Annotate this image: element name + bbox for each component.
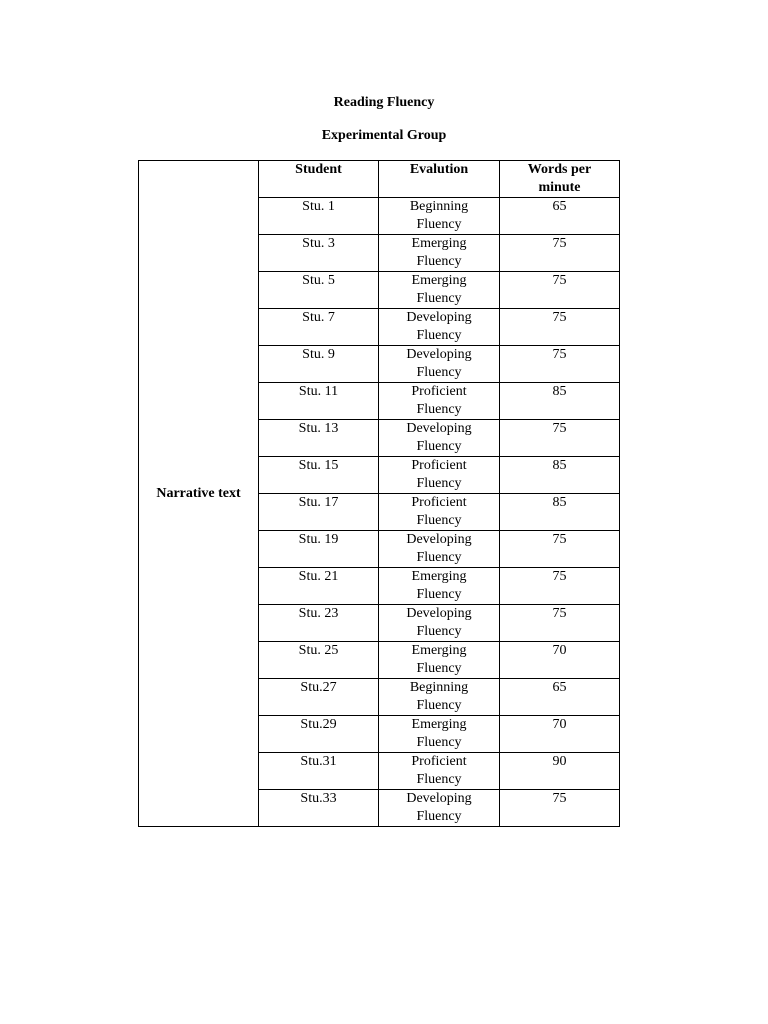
- evaluation-line2: Fluency: [416, 291, 462, 306]
- words-per-minute-cell: 70: [500, 642, 620, 679]
- evaluation-line1: Proficient: [411, 754, 467, 769]
- evaluation-line1: Developing: [406, 532, 472, 547]
- evaluation-line2: Fluency: [416, 772, 462, 787]
- words-per-minute-cell: 90: [500, 753, 620, 790]
- header-row: [139, 161, 620, 198]
- evaluation-cell: [379, 272, 500, 309]
- student-cell: Stu. 1: [259, 198, 379, 235]
- evaluation-line2: Fluency: [416, 587, 462, 602]
- evaluation-line1: Emerging: [411, 236, 467, 251]
- evaluation-line2: Fluency: [416, 661, 462, 676]
- words-per-minute-cell: 75: [500, 531, 620, 568]
- words-per-minute-cell: 85: [500, 383, 620, 420]
- document-title: Reading Fluency: [333, 95, 435, 110]
- words-per-minute-cell: 85: [500, 494, 620, 531]
- student-cell: Stu. 13: [259, 420, 379, 457]
- evaluation-cell: [379, 679, 500, 716]
- student-cell: Stu.29: [259, 716, 379, 753]
- student-cell: Stu. 23: [259, 605, 379, 642]
- student-cell: Stu. 15: [259, 457, 379, 494]
- header-student: Student: [259, 161, 379, 198]
- evaluation-cell: [379, 753, 500, 790]
- evaluation-cell: [379, 716, 500, 753]
- evaluation-cell: [379, 457, 500, 494]
- evaluation-cell: [379, 531, 500, 568]
- evaluation-line1: Beginning: [409, 680, 469, 695]
- evaluation-line1: Emerging: [411, 643, 467, 658]
- evaluation-line2: Fluency: [416, 476, 462, 491]
- evaluation-line2: Fluency: [416, 254, 462, 269]
- evaluation-line2: Fluency: [416, 402, 462, 417]
- student-cell: Stu.27: [259, 679, 379, 716]
- student-cell: Stu. 9: [259, 346, 379, 383]
- evaluation-line1: Proficient: [411, 458, 467, 473]
- words-per-minute-cell: 75: [500, 568, 620, 605]
- words-per-minute-cell: 75: [500, 235, 620, 272]
- evaluation-line2: Fluency: [416, 809, 462, 824]
- header-words-per-minute: [500, 161, 620, 198]
- evaluation-line2: Fluency: [416, 624, 462, 639]
- evaluation-cell: [379, 198, 500, 235]
- student-cell: Stu. 7: [259, 309, 379, 346]
- evaluation-cell: [379, 605, 500, 642]
- header-evaluation: Evalution: [379, 161, 500, 198]
- student-cell: Stu. 19: [259, 531, 379, 568]
- words-per-minute-cell: 65: [500, 679, 620, 716]
- evaluation-cell: [379, 790, 500, 827]
- evaluation-cell: [379, 494, 500, 531]
- evaluation-cell: [379, 235, 500, 272]
- evaluation-line1: Developing: [406, 791, 472, 806]
- evaluation-line2: Fluency: [416, 217, 462, 232]
- evaluation-line1: Developing: [406, 347, 472, 362]
- student-cell: Stu. 21: [259, 568, 379, 605]
- evaluation-line1: Emerging: [411, 273, 467, 288]
- student-cell: Stu. 25: [259, 642, 379, 679]
- header-wpm-line1: Words per: [527, 162, 592, 177]
- student-cell: Stu. 11: [259, 383, 379, 420]
- evaluation-cell: [379, 346, 500, 383]
- words-per-minute-cell: 75: [500, 790, 620, 827]
- evaluation-line2: Fluency: [416, 698, 462, 713]
- evaluation-line2: Fluency: [416, 328, 462, 343]
- student-cell: Stu.31: [259, 753, 379, 790]
- evaluation-line1: Emerging: [411, 717, 467, 732]
- words-per-minute-cell: 75: [500, 420, 620, 457]
- evaluation-line2: Fluency: [416, 550, 462, 565]
- words-per-minute-cell: 65: [500, 198, 620, 235]
- words-per-minute-cell: 75: [500, 605, 620, 642]
- words-per-minute-cell: 75: [500, 309, 620, 346]
- evaluation-line1: Proficient: [411, 495, 467, 510]
- evaluation-line1: Proficient: [411, 384, 467, 399]
- evaluation-line2: Fluency: [416, 513, 462, 528]
- student-cell: Stu. 17: [259, 494, 379, 531]
- evaluation-line1: Developing: [406, 421, 472, 436]
- group-label-cell: Narrative text: [139, 161, 259, 827]
- student-cell: Stu. 3: [259, 235, 379, 272]
- student-cell: Stu. 5: [259, 272, 379, 309]
- words-per-minute-cell: 85: [500, 457, 620, 494]
- words-per-minute-cell: 70: [500, 716, 620, 753]
- evaluation-cell: [379, 309, 500, 346]
- evaluation-line1: Beginning: [409, 199, 469, 214]
- evaluation-cell: [379, 642, 500, 679]
- evaluation-line2: Fluency: [416, 365, 462, 380]
- evaluation-cell: [379, 420, 500, 457]
- evaluation-line1: Emerging: [411, 569, 467, 584]
- header-wpm-line2: minute: [538, 180, 581, 195]
- document-subtitle: Experimental Group: [321, 128, 447, 143]
- evaluation-line1: Developing: [406, 606, 472, 621]
- evaluation-line2: Fluency: [416, 735, 462, 750]
- words-per-minute-cell: 75: [500, 272, 620, 309]
- evaluation-line2: Fluency: [416, 439, 462, 454]
- evaluation-cell: [379, 568, 500, 605]
- evaluation-line1: Developing: [406, 310, 472, 325]
- words-per-minute-cell: 75: [500, 346, 620, 383]
- fluency-table: [138, 160, 620, 827]
- student-cell: Stu.33: [259, 790, 379, 827]
- table-body: [139, 161, 620, 827]
- evaluation-cell: [379, 383, 500, 420]
